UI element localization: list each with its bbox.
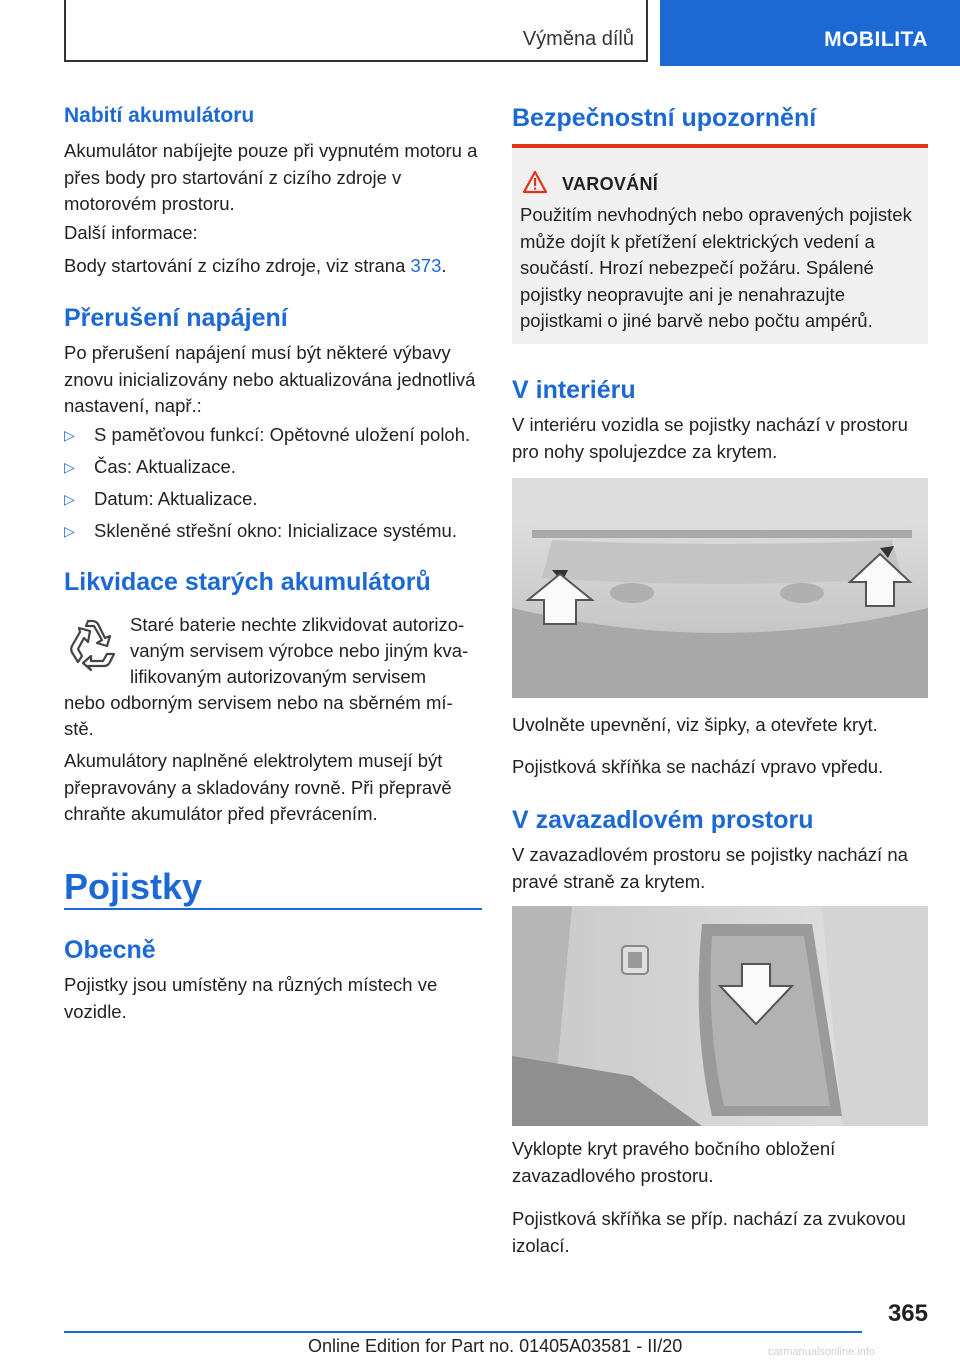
- heading-interior: V interiéru: [512, 376, 636, 404]
- paragraph-front-right: Pojistková skříňka se nachází vpravo vpředu.: [512, 756, 884, 777]
- paragraph-jump-start-ref: [64, 253, 447, 280]
- warning-box: [512, 144, 928, 344]
- page-link-373[interactable]: 373: [410, 255, 442, 276]
- recycle-line-5: stě.: [64, 718, 94, 739]
- luggage-fuse-photo: [512, 906, 928, 1126]
- triangle-bullet-icon: ▷: [64, 459, 75, 475]
- jump-start-text: Body startování z cizího zdroje, viz strana: [64, 255, 411, 276]
- section-title: Výměna dílů: [522, 28, 634, 50]
- chapter-tab[interactable]: [660, 0, 960, 66]
- header-title-box: [64, 0, 648, 62]
- heading-fuses: Pojistky: [64, 866, 203, 907]
- paragraph-general: Pojistky jsou umístěny na různých místech ve vozidle.: [64, 974, 438, 1022]
- heading-power-interruption: Přerušení napájení: [64, 304, 288, 332]
- footer-divider: [64, 1331, 862, 1333]
- paragraph-fold-cover: Vyklopte kryt pravého bočního obložení zavazadlového prostoru.: [512, 1138, 836, 1186]
- footer-edition: Online Edition for Part no. 01405A03581 - II/20: [308, 1336, 683, 1356]
- paragraph-sound-insulation: Pojistková skříňka se příp. nachází za zvukovou izolací.: [512, 1208, 906, 1256]
- paragraph-charging: Akumulátor nabíjejte pouze při vypnutém motoru a přes body pro startování z cizího zdroje v motorovém prostoru.: [64, 140, 478, 214]
- watermark: carmanualsonline.info: [768, 1346, 876, 1358]
- heading-battery-disposal: Likvidace starých akumulátorů: [64, 568, 431, 596]
- chapter-tab-label: MOBILITA: [824, 28, 928, 51]
- recycle-line-3: lifikovaným autorizovaným servisem: [130, 666, 427, 687]
- paragraph-release: Uvolněte upevnění, viz šipky, a otevřete kryt.: [512, 714, 878, 735]
- recycle-line-1: Staré baterie nechte zlikvidovat autorizo-: [130, 614, 465, 635]
- warning-label: VAROVÁNÍ: [562, 174, 659, 194]
- recycle-line-2: vaným servisem výrobce nebo jiným kva-: [130, 640, 469, 661]
- warning-triangle-icon: [522, 170, 548, 194]
- paragraph-electrolyte: Akumulátory naplněné elektrolytem musejí být přepravovány a skladovány rovně. Při přepravě chraňte akumulátor před převrácením.: [64, 750, 452, 824]
- paragraph-interior: V interiéru vozidla se pojistky nachází v prostoru pro nohy spolujezdce za krytem.: [512, 414, 908, 462]
- paragraph-power-interruption: Po přerušení napájení musí být některé výbavy znovu inicializovány nebo aktualizována jednotlivá nastavení, např.:: [64, 342, 476, 416]
- heading-luggage-compartment: V zavazadlovém prostoru: [512, 806, 814, 834]
- paragraph-more-info: Další informace:: [64, 222, 198, 243]
- page-header: [0, 0, 960, 66]
- heading-safety-notice: Bezpečnostní upozornění: [512, 104, 817, 132]
- heading-general: Obecně: [64, 936, 156, 964]
- warning-text: Použitím nevhodných nebo opravených pojistek může dojít k přetížení elektrických vedení a součástí. Hrozí nebezpečí požáru. Spálené pojistky neopravujte ani je nenahrazujte pojistkami o jiné barvě nebo počtu ampérů.: [520, 204, 912, 331]
- recycle-icon: [64, 616, 120, 672]
- triangle-bullet-icon: ▷: [64, 523, 75, 539]
- triangle-bullet-icon: ▷: [64, 491, 75, 507]
- triangle-bullet-icon: ▷: [64, 427, 75, 443]
- section-divider: [64, 908, 482, 910]
- page-number: 365: [887, 1300, 928, 1327]
- interior-fuse-photo: [512, 478, 928, 698]
- recycle-line-4: nebo odborným servisem nebo na sběrném mí-: [64, 692, 453, 713]
- jump-start-period: .: [441, 255, 447, 276]
- heading-battery-charging: Nabití akumulátoru: [64, 104, 255, 127]
- paragraph-luggage: V zavazadlovém prostoru se pojistky nachází na pravé straně za krytem.: [512, 844, 908, 892]
